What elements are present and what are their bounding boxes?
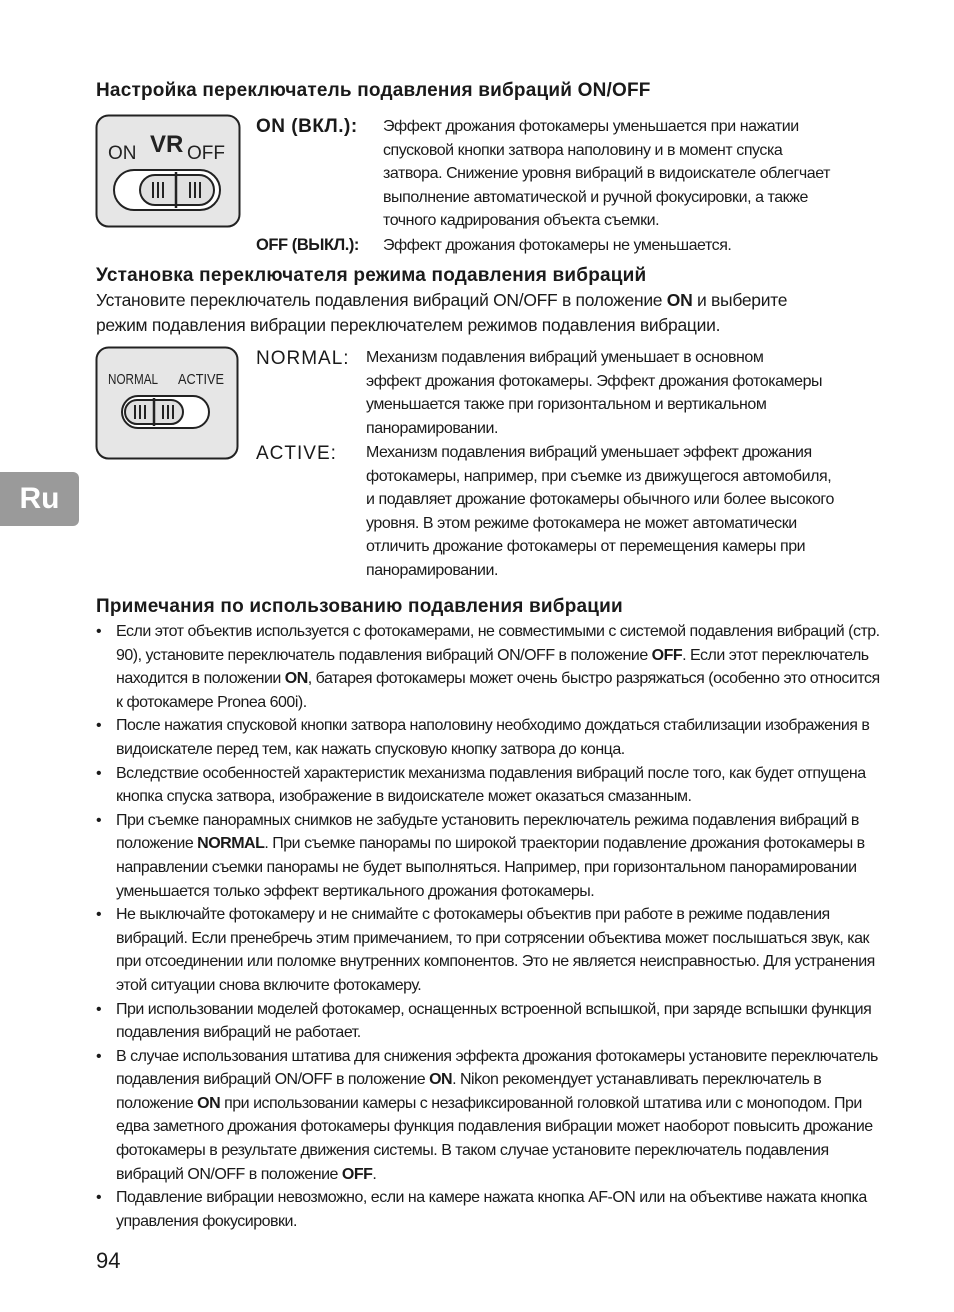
notes-list xyxy=(96,620,886,1233)
note-item-4: • При съемке панорамных снимков не забудьте установить переключатель режима подавления вибраций в положение NORMAL. При съемке панорамы по широкой траектории подавление дрожания фотокамеры в направлении съемки панорамы не будет выполняться. Например, при горизонтальном панорамировании уменьшается только эффект вертикального дрожания фотокамеры. xyxy=(96,811,865,900)
note-item-5: • Не выключайте фотокамеру и не снимайте с фотокамеры объектив при работе в режиме подавления вибраций. Если пренебречь этим примечанием, то при сотрясении объектива может послышаться звук, как при отсоединении или поломке внутренних компонентов. Это не является неисправностью. Для устранения этой ситуации снова включите фотокамеру. xyxy=(96,906,875,994)
note-item-3: • Вследствие особенностей характеристик механизма подавления вибраций после того, как будет отпущена кнопка спуска затвора, изображение в видоискателе может оказаться смазанным. xyxy=(96,764,866,806)
mode-switch-normal-text: NORMAL xyxy=(108,371,158,388)
on-description: Эффект дрожания фотокамеры уменьшается при нажатии спусковой кнопки затвора наполовину и в момент спуска затвора. Снижение уровня вибраций в видоискателе облегчает выполнение автоматической и ручной фокусировки, а также точного кадрирования объекта съемки. xyxy=(383,118,831,230)
active-label: ACTIVE: xyxy=(256,443,337,464)
mode-intro-line-2: режим подавления вибрации переключателем режимов подавления вибрации. xyxy=(96,315,721,335)
mode-switch-active-text: ACTIVE xyxy=(178,371,224,388)
off-description: Эффект дрожания фотокамеры не уменьшается. xyxy=(383,237,732,254)
mode-intro-line-1: Установите переключатель подавления вибраций ON/OFF в положение ON и выберите xyxy=(96,290,788,310)
on-label: ON (ВКЛ.): xyxy=(256,116,358,137)
note-item-2: • После нажатия спусковой кнопки затвора наполовину необходимо дождаться стабилизации изображения в видоискателе перед тем, как нажать спусковую кнопку затвора до конца. xyxy=(96,717,870,758)
active-description: Механизм подавления вибраций уменьшает эффект дрожания фотокамеры, например, при съемке из движущегося автомобиля, и подавляет дрожание фотокамеры обычного или более высокого уровня. В этом режиме фотокамера не может автоматически отличить дрожание фотокамеры от перемещения камеры при панорамировании. xyxy=(366,444,834,579)
section-title-notes: Примечания по использованию подавления вибрации xyxy=(96,596,623,617)
vr-on-off-switch-illustration xyxy=(95,114,241,228)
normal-active-switch-illustration xyxy=(95,346,239,460)
vr-switch-on-text: ON xyxy=(108,143,137,164)
section-title-mode-switch: Установка переключателя режима подавления вибраций xyxy=(96,265,647,286)
normal-description: Механизм подавления вибраций уменьшает в основном эффект дрожания фотокамеры. Эффект дрожания фотокамеры уменьшается также при горизонтальном и вертикальном панорамировании. xyxy=(366,349,823,437)
note-item-1: • Если этот объектив используется с фотокамерами, не совместимыми с системой подавления вибраций (стр. 90), установите переключатель подавления вибраций ON/OFF в положение OFF. Если этот переключатель находится в положении ON, батарея фотокамеры может очень быстро разряжаться (особенно это относится к фотокамере Pronea 600i). xyxy=(96,623,880,711)
vr-switch-off-text: OFF xyxy=(187,143,225,164)
note-item-6: • При использовании моделей фотокамер, оснащенных встроенной вспышкой, при заряде вспышки функция подавления вибраций не работает. xyxy=(96,1000,872,1042)
off-label: OFF (ВЫКЛ.): xyxy=(256,236,359,254)
page-number: 94 xyxy=(96,1248,121,1273)
language-tab: Ru xyxy=(0,472,79,526)
section-title-vr-switch: Настройка переключатель подавления вибраций ON/OFF xyxy=(96,80,651,101)
note-item-8: • Подавление вибрации невозможно, если на камере нажата кнопка AF-ON или на объективе нажата кнопка управления фокусировки. xyxy=(96,1189,867,1230)
normal-label: NORMAL: xyxy=(256,348,350,369)
vr-switch-vr-text: VR xyxy=(150,131,184,158)
note-item-7: • В случае использования штатива для снижения эффекта дрожания фотокамеры установите переключатель подавления вибраций ON/OFF в положение ON. Nikon рекомендует устанавливать переключатель в положение ON при использовании камеры с незафиксированной головкой штатива или с моноподом. При едва заметного дрожания фотокамеры функция подавления вибрации может наоборот повысить дрожание фотокамеры в результате движения системы. В таком случае установите переключатель подавления вибраций ON/OFF в положение OFF. xyxy=(96,1047,878,1183)
